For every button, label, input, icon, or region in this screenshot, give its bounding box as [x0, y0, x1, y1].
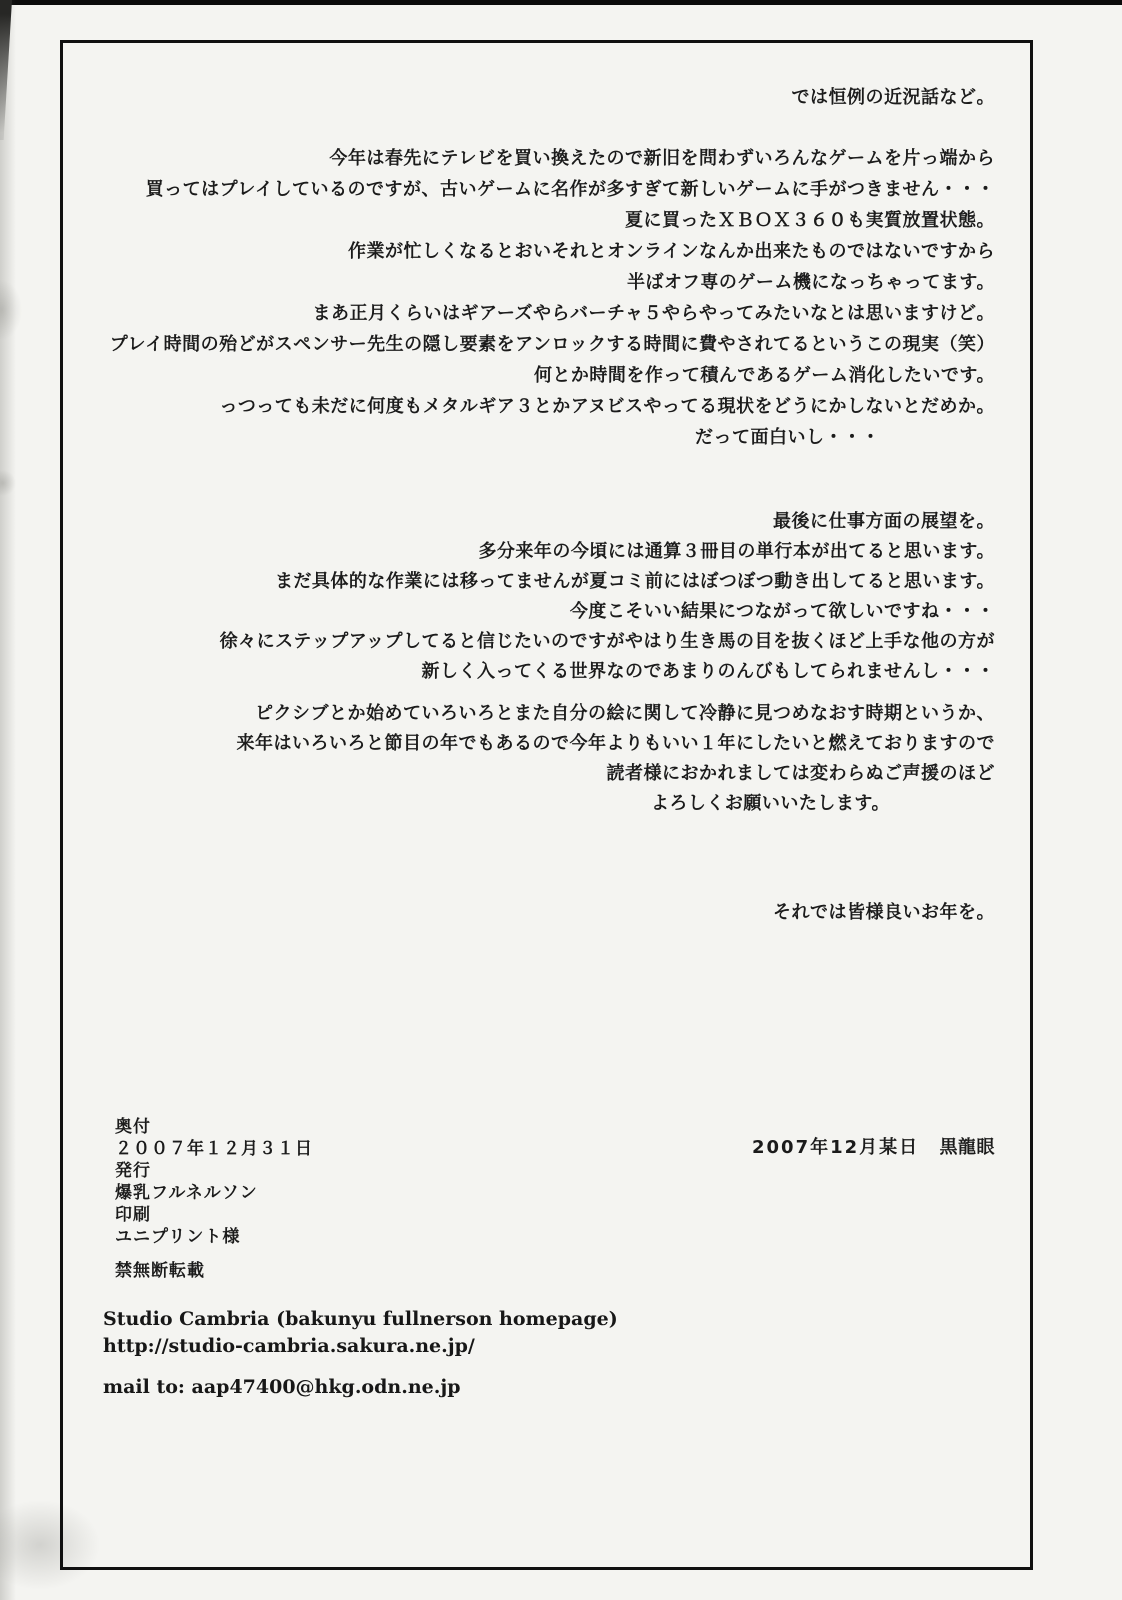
paragraph-line: 買ってはプレイしているのですが、古いゲームに名作が多すぎて新しいゲームに手がつきません・・・ [145, 179, 995, 200]
paragraph-line: ピクシブとか始めていろいろとまた自分の絵に関して冷静に見つめなおす時期というか、 [255, 703, 995, 724]
signature-date: 2007年12月某日 [752, 1137, 920, 1158]
author-signature [752, 1136, 995, 1160]
scan-top-edge-artifact [0, 0, 1122, 5]
intro-text: では恒例の近況話など。 [791, 87, 995, 108]
paragraph-line: まあ正月くらいはギアーズやらバーチャ５やらやってみたいなとは思いますけど。 [312, 303, 995, 324]
paragraph-line: 何とか時間を作って積んであるゲーム消化したいです。 [533, 365, 995, 386]
colophon-block [115, 1116, 313, 1248]
paragraph-line: 徐々にステップアップしてると信じたいのですがやはり生き馬の目を抜くほど上手な他の方が [219, 631, 995, 652]
copyright-notice: 禁無断転載 [115, 1261, 205, 1281]
signature-name: 黒龍眼 [939, 1137, 995, 1158]
contact-email-line: mail to: aap47400@hkg.odn.ne.jp [103, 1376, 461, 1398]
closing-line [100, 897, 995, 928]
paragraph-line: 新しく入ってくる世界なのであまりのんびもしてられませんし・・・ [421, 661, 995, 682]
scan-smudge [0, 280, 22, 340]
intro-line [100, 82, 995, 113]
paragraph-line: 読者様におかれましては変わらぬご声援のほど [606, 763, 995, 784]
paragraph-line: 半ばオフ専のゲーム機になっちゃってます。 [626, 272, 995, 293]
paragraph-line: 多分来年の今頃には通算３冊目の単行本が出てると思います。 [478, 541, 995, 562]
afterword-paragraph-games [100, 143, 995, 453]
paragraph-line: っつっても未だに何度もメタルギア３とかアヌビスやってる現状をどうにかしないとだめか。 [219, 396, 995, 417]
closing-text: それでは皆様良いお年を。 [773, 902, 995, 923]
paragraph-line: まだ具体的な作業には移ってませんが夏コミ前にはぼつぼつ動き出してると思います。 [274, 571, 995, 592]
website-title: Studio Cambria (bakunyu fullnerson homepage) [103, 1308, 618, 1330]
website-block [103, 1306, 618, 1360]
paragraph-line: 作業が忙しくなるとおいそれとオンラインなんか出来たものではないですから [348, 241, 995, 262]
colophon-heading: 奥付 [115, 1117, 151, 1137]
paragraph-line: 最後に仕事方面の展望を。 [773, 511, 995, 532]
paragraph-line: よろしくお願いいたします。 [650, 793, 890, 814]
colophon-publisher-label: 発行 [115, 1161, 151, 1181]
colophon-publish-date: ２００７年１２月３１日 [115, 1139, 313, 1159]
scan-left-edge-artifact [0, 0, 16, 1600]
paragraph-line: だって面白いし・・・ [695, 427, 880, 448]
paragraph-line: 夏に買ったＸＢＯＸ３６０も実質放置状態。 [625, 210, 995, 231]
paragraph-line: 来年はいろいろと節目の年でもあるので今年よりもいい１年にしたいと燃えておりますので [236, 733, 995, 754]
colophon-printer-label: 印刷 [115, 1205, 151, 1225]
colophon-publisher-name: 爆乳フルネルソン [115, 1183, 258, 1203]
paragraph-line: プレイ時間の殆どがスペンサー先生の隠し要素をアンロックする時間に費やされてるというこの現実（笑） [109, 334, 995, 355]
afterword-paragraph-work [100, 507, 995, 819]
colophon-printer-name: ユニプリント様 [115, 1227, 241, 1247]
paragraph-line: 今度こそいい結果につながって欲しいですね・・・ [569, 601, 995, 622]
paragraph-line: 今年は春先にテレビを買い換えたので新旧を問わずいろんなゲームを片っ端から [329, 148, 995, 169]
website-url: http://studio-cambria.sakura.ne.jp/ [103, 1335, 475, 1357]
